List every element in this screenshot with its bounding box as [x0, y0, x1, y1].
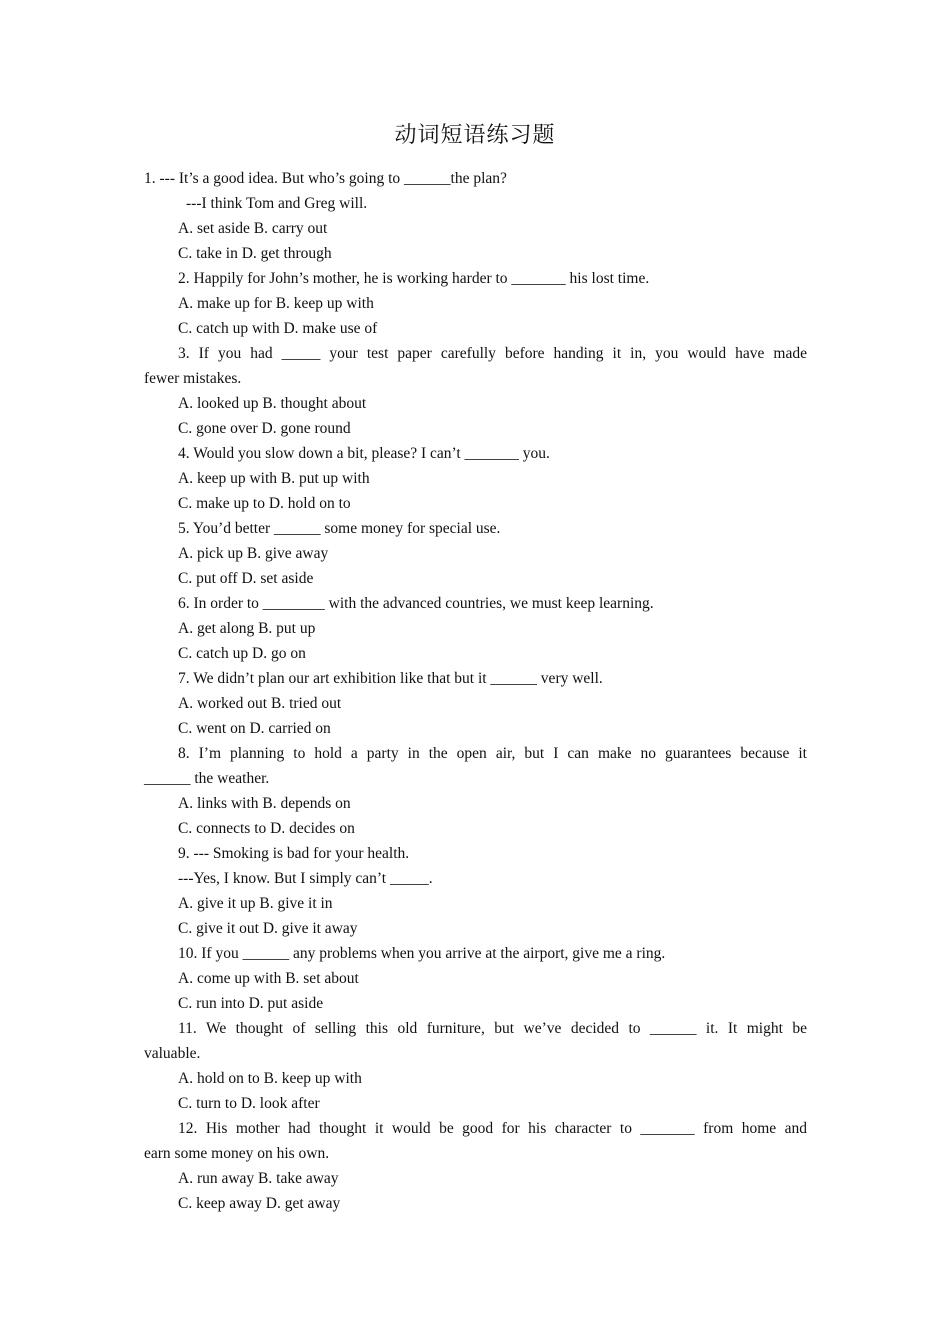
question-9-reply: ---Yes, I know. But I simply can’t _____. — [178, 870, 433, 887]
question-10-options-ab: A. come up with B. set about — [178, 970, 359, 987]
question-4-stem: 4. Would you slow down a bit, please? I can’t _______ you. — [178, 445, 550, 462]
question-7-options-ab: A. worked out B. tried out — [178, 695, 342, 712]
question-1-reply: ---I think Tom and Greg will. — [186, 195, 368, 212]
question-11-options-cd: C. turn to D. look after — [178, 1095, 320, 1112]
question-11-stem-cont: valuable. — [144, 1045, 201, 1062]
page-title: 动词短语练习题 — [394, 122, 556, 147]
question-10-options-cd: C. run into D. put aside — [178, 995, 324, 1012]
question-8-options-cd: C. connects to D. decides on — [178, 820, 355, 837]
question-3-options-ab: A. looked up B. thought about — [178, 395, 367, 412]
question-11-stem: 11. We thought of selling this old furniture, but we’ve decided to ______ it. It might be — [178, 1020, 807, 1037]
question-1-options-ab: A. set aside B. carry out — [178, 220, 328, 237]
question-10-stem: 10. If you ______ any problems when you arrive at the airport, give me a ring. — [178, 945, 666, 962]
question-1-stem: 1. --- It’s a good idea. But who’s going to ______the plan? — [144, 170, 507, 187]
question-list — [144, 166, 807, 1216]
question-12-options-cd: C. keep away D. get away — [178, 1195, 341, 1212]
question-7-stem: 7. We didn’t plan our art exhibition like that but it ______ very well. — [178, 670, 603, 687]
question-4-options-cd: C. make up to D. hold on to — [178, 495, 351, 512]
question-2-options-ab: A. make up for B. keep up with — [178, 295, 374, 312]
question-12-stem-cont: earn some money on his own. — [144, 1145, 330, 1162]
question-12-stem: 12. His mother had thought it would be good for his character to _______ from home and — [178, 1120, 807, 1137]
question-3-stem-cont: fewer mistakes. — [144, 370, 242, 387]
question-11-options-ab: A. hold on to B. keep up with — [178, 1070, 362, 1087]
question-6-options-cd: C. catch up D. go on — [178, 645, 306, 662]
question-9-options-ab: A. give it up B. give it in — [178, 895, 333, 912]
question-5-options-cd: C. put off D. set aside — [178, 570, 314, 587]
question-8-stem-cont: ______ the weather. — [144, 770, 270, 787]
question-6-stem: 6. In order to ________ with the advanced countries, we must keep learning. — [178, 595, 654, 612]
question-6-options-ab: A. get along B. put up — [178, 620, 316, 637]
question-2-stem: 2. Happily for John’s mother, he is working harder to _______ his lost time. — [178, 270, 650, 287]
question-2-options-cd: C. catch up with D. make use of — [178, 320, 378, 337]
question-1-options-cd: C. take in D. get through — [178, 245, 332, 262]
question-9-stem: 9. --- Smoking is bad for your health. — [178, 845, 410, 862]
question-9-options-cd: C. give it out D. give it away — [178, 920, 358, 937]
question-5-options-ab: A. pick up B. give away — [178, 545, 329, 562]
question-8-options-ab: A. links with B. depends on — [178, 795, 351, 812]
question-12-options-ab: A. run away B. take away — [178, 1170, 339, 1187]
question-3-options-cd: C. gone over D. gone round — [178, 420, 351, 437]
question-4-options-ab: A. keep up with B. put up with — [178, 470, 370, 487]
question-8-stem: 8. I’m planning to hold a party in the open air, but I can make no guarantees because it — [178, 745, 807, 762]
question-7-options-cd: C. went on D. carried on — [178, 720, 331, 737]
question-3-stem: 3. If you had _____ your test paper carefully before handing it in, you would have made — [178, 345, 807, 362]
question-5-stem: 5. You’d better ______ some money for special use. — [178, 520, 501, 537]
